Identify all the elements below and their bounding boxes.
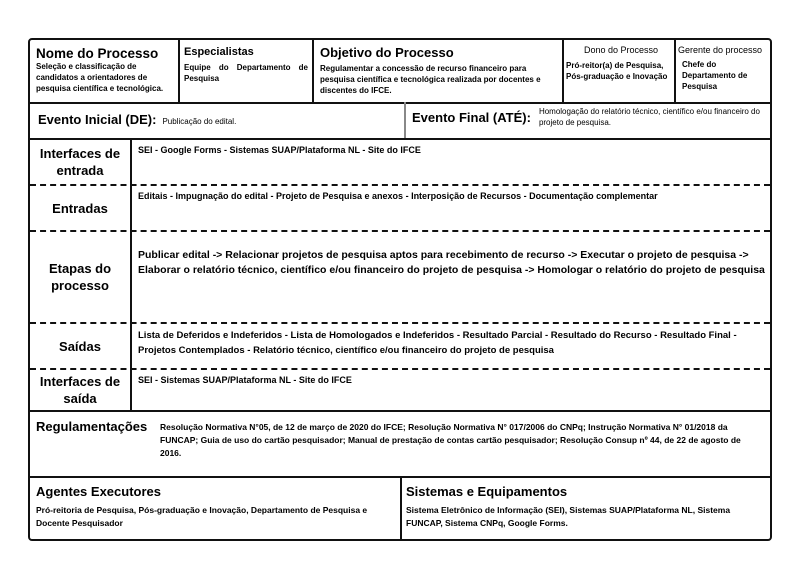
evento-final-value: Homologação do relatório técnico, científico e/ou financeiro do projeto de pesquisa. [538, 107, 760, 127]
regulamentacoes-value: Resolução Normativa N°05, de 12 de março de 2020 do IFCE; Resolução Normativa N° 017/2006 do CNPq; Instrução Normativa N° 01/2018 da FUNCAP; Guia de uso do cartão pesquisador; Manual de prestação de contas cartão pesquisador; Resolução Consup nº 44, de 22 de agosto de 2016. [160, 422, 741, 458]
especialistas-title: Especialistas [184, 46, 254, 58]
nome-do-processo-value: Seleção e classificação de candidatos a orientadores de pesquisa científica e tecnológica. [36, 62, 164, 93]
nome-do-processo-title: Nome do Processo [36, 46, 159, 61]
regulamentacoes-title: Regulamentações [36, 419, 148, 434]
dashed-divider [30, 368, 770, 370]
divider [30, 138, 770, 140]
row-label-saidas: Saídas [59, 338, 101, 354]
especialistas-cell [184, 45, 308, 84]
dashed-divider [30, 230, 770, 232]
evento-inicial-label: Evento Inicial (DE): [38, 112, 157, 127]
process-sheet [28, 38, 772, 541]
objetivo-value: Regulamentar a concessão de recurso financeiro para pesquisa científica e tecnológica realizada por docentes e discentes do IFCE. [320, 64, 541, 95]
especialistas-value: Equipe do Departamento de Pesquisa [184, 63, 308, 83]
divider [674, 40, 676, 102]
gerente-value: Chefe do Departamento de Pesquisa [682, 60, 748, 91]
divider [30, 102, 770, 104]
dono-cell [566, 45, 670, 82]
row-label-interfaces-saida: Interfaces de saída [39, 374, 121, 406]
row-value-etapas: Publicar edital -> Relacionar projetos de pesquisa aptos para recebimento de recurso -> Executar o projeto de pesquisa -> Elaborar o relatório técnico, científico e/ou financeiro do projeto de pesquisa -> Homologar o relatório do projeto de pesquisa [138, 249, 765, 276]
evento-final-label: Evento Final (ATÉ): [412, 109, 531, 125]
gerente-cell [678, 45, 772, 92]
dono-title: Dono do Processo [583, 45, 659, 55]
divider [30, 410, 770, 412]
objetivo-cell [320, 45, 560, 96]
evento-inicial-value: Publicação do edital. [162, 117, 237, 126]
nome-do-processo-cell [36, 46, 180, 94]
row-value-saidas: Lista de Deferidos e Indeferidos - Lista de Homologados e Indeferidos - Resultado Parcial - Resultado do Recurso - Resultado Final - Projetos Contemplados - Relatório técnico, científico e/ou financeiro do projeto de pesquisa [138, 330, 737, 356]
row-value-interfaces-entrada: SEI - Google Forms - Sistemas SUAP/Plataforma NL - Site do IFCE [138, 145, 421, 155]
evento-inicial [38, 112, 398, 127]
divider [312, 40, 314, 102]
dashed-divider [30, 322, 770, 324]
objetivo-title: Objetivo do Processo [320, 45, 454, 60]
regulamentacoes-label [36, 418, 147, 436]
divider [178, 40, 180, 102]
divider [404, 102, 406, 138]
row-value-interfaces-saida: SEI - Sistemas SUAP/Plataforma NL - Site do IFCE [138, 375, 352, 385]
agentes-executores-title: Agentes Executores [36, 484, 161, 499]
row-value-entradas: Editais - Impugnação do edital - Projeto de Pesquisa e anexos - Interposição de Recursos - Documentação complementar [138, 191, 658, 201]
dono-value: Pró-reitor(a) de Pesquisa, Pós-graduação e Inovação [566, 61, 668, 81]
row-label-etapas: Etapas do processo [48, 261, 112, 293]
divider [562, 40, 564, 102]
dashed-divider [30, 184, 770, 186]
row-label-entradas: Entradas [52, 200, 108, 216]
sistemas-equipamentos-title: Sistemas e Equipamentos [406, 484, 568, 499]
divider [400, 476, 402, 541]
agentes-executores-cell [36, 484, 396, 530]
agentes-executores-value: Pró-reitoria de Pesquisa, Pós-graduação e Inovação, Departamento de Pesquisa e Docente Pesquisador [36, 505, 368, 528]
row-label-interfaces-entrada: Interfaces de entrada [39, 146, 121, 178]
sistemas-equipamentos-cell [406, 484, 766, 530]
sistemas-equipamentos-value: Sistema Eletrônico de Informação (SEI), Sistemas SUAP/Plataforma NL, Sistema FUNCAP, Sistema CNPq, Google Forms. [406, 505, 731, 528]
gerente-title: Gerente do processo [678, 45, 763, 55]
evento-final [412, 106, 768, 128]
